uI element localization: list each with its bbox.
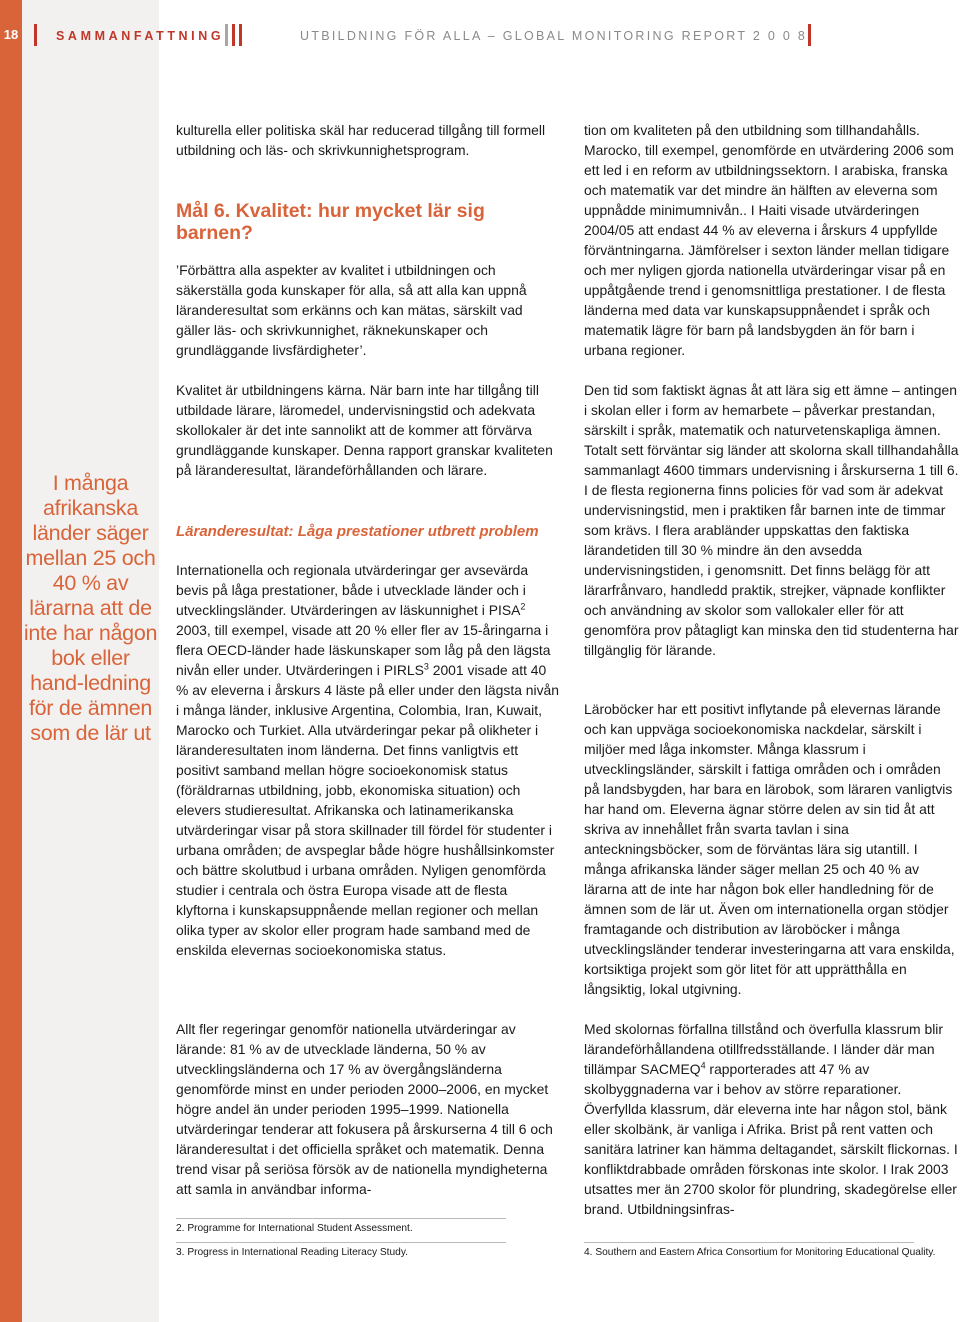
paragraph: Den tid som faktiskt ägnas åt att lära sig ett ämne – antingen i skolan eller i form av hemarbete – påverkar prestandan, särskilt i språk, matematik och naturvetenskapliga ämnen. Totalt sett förväntar sig länder att skolorna skall tillhandahålla sammanlagt 4600 timmars undervisning i årskurserna 1 till 6. I de flesta regionerna finns policies för vad som är adekvat undervisningstid, men i praktiken får barnen inte de timmar som krävs. I flera arabländer uppskattas den faktiska lärandetiden till 30 % mindre än den avsedda undervisningstiden, i genomsnitt. Det finns belägg för att lärarfrånvaro, handledd praktik, strejker, väpnade konflikter och användning av skolor som vallokaler eller för att genomföra prov påtagligt kan minska den tid studenterna har tillgänglig för lärande. [584, 382, 959, 658]
paragraph: Allt fler regeringar genomför nationella utvärderingar av lärande: 81 % av de utvecklade länderna, 50 % av utvecklingsländerna och 17 % av övergångsländerna genomförde minst en under perioden 2000–2006, en mycket högre andel än under perioden 1995–1999. Nationella utvärderingar tenderar att fokusera på årskurserna 4 till 6 och läranderesultat i det officiella språket och matematik. Denna trend visar på seriösa försök av de nationella myndigheterna att samla in användbar informa- [176, 1021, 553, 1197]
col1-intro-paragraph [176, 120, 560, 160]
footnote-ref: 2 [520, 601, 526, 612]
footnote-4: 4. Southern and Eastern Africa Consortium for Monitoring Educational Quality. [584, 1247, 936, 1258]
footnote-3: 3. Progress in International Reading Literacy Study. [176, 1247, 408, 1258]
goal-quote [176, 260, 560, 360]
left-accent-stripe [0, 0, 22, 1322]
quality-paragraph [176, 380, 560, 480]
col2-top-paragraph [584, 120, 960, 360]
text-segment: 2001 visade att 40 % av eleverna i årskurs 4 läste på eller under den lägsta nivån i många länder, inklusive Argentina, Colombia, Iran, Kuwait, Marocko och Turkiet. Alla utvärderingar pekar på olikheter i läranderesultaten inom länderna. Det finns vanligtvis ett positivt samband mellan högre socioekonomisk status (föräldrarnas utbildning, jobb, ekonomiska situation) och elevers studieresultat. Afrikanska och latinamerikanska utvärderingar visar på stora skillnader till fördel för studenter i urbana områden; de avspeglar både högre hushållsinkomster och bättre skolutbud i urbana områden. Nyligen genomförda studier i centrala och östra Europa visade att de flesta klyftorna i kunskapsuppnående mellan regioner och mellan olika typer av skolor eller program hade samband med de enskilda elevernas socioekonomiska status. [176, 662, 559, 958]
pull-quote: I många afrikanska länder säger mellan 25 och 40 % av lärarna att de inte har någon bok eller hand-ledning för de ämnen som de lär ut [23, 471, 158, 745]
header-divider [232, 24, 235, 46]
page-number: 18 [3, 27, 19, 42]
results-paragraph [176, 560, 560, 960]
results-subheading: Läranderesultat: Låga prestationer utbrett problem [176, 523, 539, 540]
section-title: SAMMANFATTNING [56, 29, 225, 43]
classroom-paragraph [584, 1019, 960, 1219]
footnote-2: 2. Programme for International Student Assessment. [176, 1223, 413, 1234]
report-title: UTBILDNING FÖR ALLA – GLOBAL MONITORING REPORT 2 0 0 8 [300, 29, 808, 43]
footnote-divider [176, 1218, 506, 1219]
header-section-title [56, 29, 224, 43]
paragraph: kulturella eller politiska skäl har reducerad tillgång till formell utbildning och läs- och skrivkunnighetsprogram. [176, 122, 546, 158]
header-divider [808, 24, 811, 46]
footnote-ref: 3 [423, 661, 429, 672]
footnote-ref: 4 [700, 1060, 706, 1071]
text-segment: Internationella och regionala utvärderingar ger avsevärda bevis på låga prestationer, både i utvecklade länder och i utvecklingsländer. Utvärderingen av läskunnighet i PISA [176, 562, 529, 618]
paragraph: ’Förbättra alla aspekter av kvalitet i utbildningen och säkerställa goda kunskaper för alla, så att alla kan uppnå läranderesultat som erkänns och kan mätas, särskilt vad gäller läs- och skrivkunnighet, räknekunskaper och grundläggande livsfärdigheter’. [176, 262, 527, 358]
paragraph: Läroböcker har ett positivt inflytande på elevernas lärande och kan uppväga socioekonomiska nackdelar, särskilt i miljöer med låga inkomster. Många klassrum i utvecklingsländer, särskilt i fattiga områden och i områden på landsbygden, har bara en lärobok, som läraren vanligtvis har hand om. Eleverna ägnar större delen av sin tid åt att skriva av innehållet från svarta tavlan i sina anteckningsböcker, som de förväntas lära sig utantill. I många afrikanska länder säger mellan 25 och 40 % av lärarna att de inte har någon bok eller handledning för de ämnen som de lär ut. Även om internationella organ stödjer framtagande och distribution av läroböcker i många utvecklingsländer tenderar investeringarna att vara enskilda, kortsiktiga projekt som gör litet för att upprätthålla en långsiktig, lokal utgivning. [584, 701, 955, 997]
goal-6-heading: Mål 6. Kvalitet: hur mycket lär sig barnen? [176, 200, 485, 244]
footnote-divider [584, 1242, 914, 1243]
text-segment: rapporterades att 47 % av skolbyggnaderna var i behov av större reparationer. Överfyllda klassrum, där eleverna inte har någon stol, bänk eller skolbänk, är vanliga i Afrika. Brist på rent vatten och sanitära latriner kan hämma deltagandet, särskilt flickornas. I konfliktdrabbade områden förskonas inte skolor. I Irak 2003 utsattes mer än 2700 skolor för plundring, skadegörelse eller brand. Utbildningsinfras- [584, 1061, 958, 1217]
footnote-divider [176, 1242, 506, 1243]
header-divider [225, 24, 228, 46]
paragraph: Kvalitet är utbildningens kärna. När barn inte har tillgång till utbildade lärare, läromedel, undervisningstid och adekvata skollokaler är det inte sannolikt att de kommer att förvärva grundläggande kunskaper. Denna rapport granskar kvaliteten på läranderesultat, lärandeförhållanden och lärare. [176, 382, 553, 478]
paragraph: tion om kvaliteten på den utbildning som tillhandahålls. Marocko, till exempel, genomförde en utvärdering 2006 som ett led i en reform av utbildningssektorn. I arabiska, franska och matematik var det mindre än hälften av eleverna som uppnådde minimumnivån.. I Haiti visade utvärderingen 2004/05 att endast 44 % av eleverna i årskurs 4 uppfyllde förväntningarna. Jämförelser i sexton länder mellan tidigare och mer nyligen gjorda nationella utvärderingar visar på en uppåtgående trend i genomsnittliga prestationer. I de flesta länderna med data var kunskapsuppnåendet i språk och matematik lägre för barn på landsbygden än för barn i urbana regioner. [584, 122, 954, 358]
text-segment: 2003, till exempel, visade att 20 % eller fler av 15-åringarna i flera OECD-länder hade läskunskaper som låg på den lägsta nivån eller under. Utvärderingen i PIRLS [176, 622, 551, 678]
header-divider [239, 24, 242, 46]
text-segment: Med skolornas förfallna tillstånd och överfulla klassrum blir lärandeförhållandena otillfredsställande. I länder där man tillämpar SACMEQ [584, 1021, 943, 1077]
textbooks-paragraph [584, 699, 960, 999]
header-divider [34, 24, 37, 46]
national-assessment-paragraph [176, 1019, 560, 1199]
time-paragraph [584, 380, 960, 660]
